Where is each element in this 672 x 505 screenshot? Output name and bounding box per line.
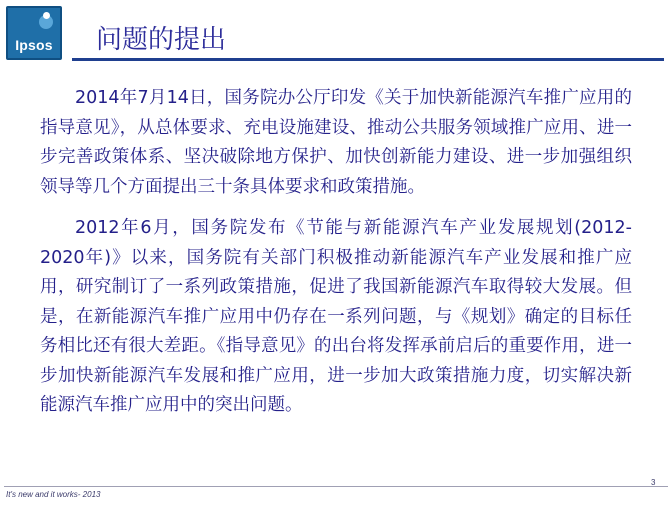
logo-text: Ipsos bbox=[15, 37, 53, 53]
footer-text: It's new and it works- 2013 bbox=[6, 490, 101, 499]
paragraph-1: 2014年7月14日，国务院办公厅印发《关于加快新能源汽车推广应用的指导意见》，从总体要求、充电设施建设、推动公共服务领域推广应用、进一步完善政策体系、坚决破除地方保护、加快创新能力建设、进一步加强组织领导等几个方面提出三十条具体要求和政策措施。 bbox=[40, 88, 632, 197]
slide-body bbox=[40, 84, 632, 421]
ipsos-logo bbox=[6, 6, 62, 60]
slide-title: 问题的提出 bbox=[96, 25, 227, 55]
page-number: 3 bbox=[651, 478, 656, 487]
title-divider bbox=[72, 58, 664, 61]
logo-dot-icon bbox=[43, 12, 50, 19]
paragraph-2: 2012年6月，国务院发布《节能与新能源汽车产业发展规划(2012-2020年)》以来，国务院有关部门积极推动新能源汽车产业发展和推广应用，研究制订了一系列政策措施，促进了我国新能源汽车取得较大发展。但是，在新能源汽车推广应用中仍存在一系列问题，与《规划》确定的目标任务相比还有很大差距。《指导意见》的出台将发挥承前启后的重要作用，进一步加快新能源汽车发展和推广应用，进一步加大政策措施力度，切实解决新能源汽车推广应用中的突出问题。 bbox=[40, 218, 632, 415]
footer-divider bbox=[4, 486, 668, 487]
